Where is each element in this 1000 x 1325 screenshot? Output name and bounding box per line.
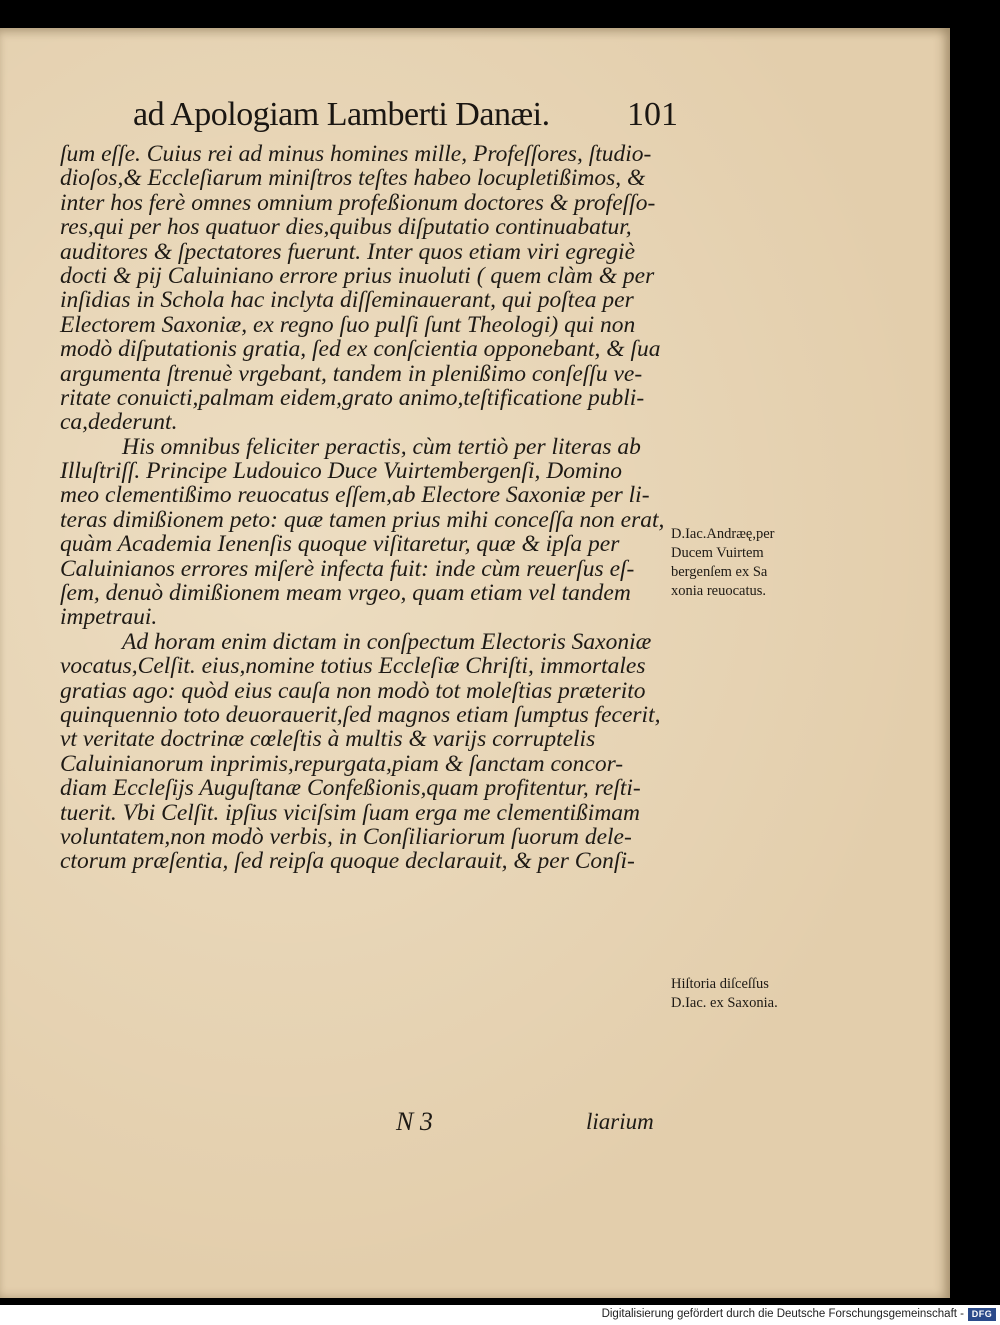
text-line: tuerit. Vbi Celſit. ipſius viciſsim ſuam erga me clementißimam <box>60 799 641 826</box>
marginal-note-line: Hiſtoria diſceſſus <box>671 976 769 992</box>
running-head <box>133 96 678 136</box>
text-line: modò diſputationis gratia, ſed ex conſcientia opponebant, & ſua <box>60 336 661 363</box>
text-line: ca,dederunt. <box>60 409 178 436</box>
text-line: diam Eccleſijs Auguſtanæ Confeßionis,quam profitentur, reſti- <box>60 775 641 802</box>
text-line: quàm Academia Ienenſis quoque viſitaretur, quæ & ipſa per <box>60 531 620 558</box>
footer-bar <box>0 1305 1000 1325</box>
text-line: impetraui. <box>60 604 158 631</box>
text-line: ſem, denuò dimißionem meam vrgeo, quam etiam vel tandem <box>60 580 631 607</box>
dfg-logo: DFG <box>968 1308 996 1321</box>
text-line: vt veritate doctrinæ cœleſtis à multis & varijs corruptelis <box>60 726 596 753</box>
text-line: Caluinianos errores miſerè infecta fuit: inde cùm reuerſus eſ- <box>60 555 635 582</box>
marginal-note-line: D.Iac. ex Saxonia. <box>671 995 778 1011</box>
text-line: argumenta ſtrenuè vrgebant, tandem in plenißimo conſeſſu ve- <box>60 360 643 387</box>
text-line: voluntatem,non modò verbis, in Conſiliariorum ſuorum dele- <box>60 823 632 850</box>
marginal-note-line: Ducem Vuirtem <box>671 545 764 561</box>
text-line: inter hos ferè omnes omnium profeßionum doctores & profeſſo- <box>60 189 656 216</box>
marginal-note-line: xonia reuocatus. <box>671 583 767 599</box>
footer-credit: Digitalisierung gefördert durch die Deutsche Forschungsgemeinschaft - <box>601 1308 964 1320</box>
text-line: meo clementißimo reuocatus eſſem,ab Electore Saxoniæ per li- <box>60 482 650 509</box>
marginal-note-departure <box>671 975 821 1013</box>
body-text <box>60 142 680 874</box>
text-line: inſidias in Schola hac inclyta diſſeminauerant, qui poſtea per <box>60 287 634 314</box>
text-line: ſum eſſe. Cuius rei ad minus homines mille, Profeſſores, ſtudio- <box>60 141 652 167</box>
text-line: gratias ago: quòd eius cauſa non modò tot moleſtias præterito <box>60 677 646 704</box>
text-line: docti & pij Caluiniano errore prius inuoluti ( quem clàm & per <box>60 262 655 289</box>
marginal-note-recall <box>671 525 821 601</box>
marginal-note-line: D.Iac.Andræę,per <box>671 526 775 542</box>
paragraph-start-line: Ad horam enim dictam in conſpectum Electoris Saxoniæ <box>122 628 652 655</box>
text-line: Illuſtriſſ. Principe Ludouico Duce Vuirtembergenſi, Domino <box>60 458 622 485</box>
running-head-title: ad Apologiam Lamberti Danæi. <box>133 96 550 133</box>
page-number: 101 <box>627 96 678 133</box>
text-line: Caluinianorum inprimis,repurgata,piam & ſanctam concor- <box>60 750 624 777</box>
text-line: res,qui per hos quatuor dies,quibus diſputatio continuabatur, <box>60 214 632 241</box>
text-line: dioſos,& Eccleſiarum miniſtros teſtes habeo locupletißimos, & <box>60 165 646 192</box>
text-line: Electorem Saxoniæ, ex regno ſuo pulſi ſunt Theologi) qui non <box>60 311 636 338</box>
catchword: liarium <box>586 1109 654 1134</box>
text-line: ritate conuicti,palmam eidem,grato animo,teſtificatione publi- <box>60 384 645 411</box>
text-line: vocatus,Celſit. eius,nomine totius Eccleſiæ Chriſti, immortales <box>60 653 646 680</box>
paragraph-start-line: His omnibus feliciter peractis, cùm tertiò per literas ab <box>122 433 641 460</box>
text-line: auditores & ſpectatores fuerunt. Inter quos etiam viri egregiè <box>60 238 636 265</box>
marginal-note-line: bergenſem ex Sa <box>671 564 768 580</box>
book-page <box>0 28 950 1298</box>
text-line: quinquennio toto deuorauerit,ſed magnos etiam ſumptus fecerit, <box>60 701 661 728</box>
text-line: teras dimißionem peto: quæ tamen prius mihi conceſſa non erat, <box>60 506 665 533</box>
text-line: ctorum præſentia, ſed reipſa quoque declarauit, & per Conſi- <box>60 848 635 875</box>
signature-mark: N 3 <box>396 1107 433 1136</box>
